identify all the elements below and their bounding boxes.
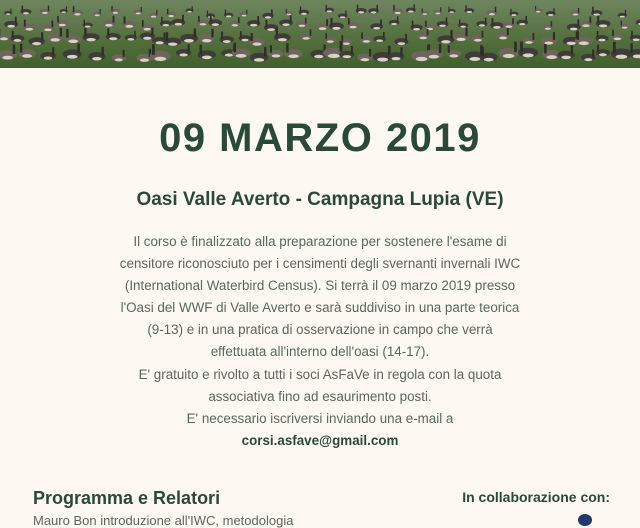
program-heading: Programma e Relatori <box>33 488 220 509</box>
goose-silhouette <box>296 18 308 27</box>
goose-silhouette <box>368 5 379 14</box>
goose-silhouette <box>636 16 640 25</box>
goose-silhouette <box>18 44 36 58</box>
program-first-line: Mauro Bon introduzione all'IWC, metodologia <box>33 513 293 528</box>
goose-silhouette <box>185 6 193 13</box>
goose-silhouette <box>149 10 159 18</box>
goose-silhouette <box>197 16 209 26</box>
goose-silhouette <box>232 43 251 58</box>
goose-silhouette <box>20 6 31 15</box>
goose-silhouette <box>208 15 222 26</box>
goose-silhouette <box>83 28 100 42</box>
goose-silhouette <box>106 28 121 40</box>
goose-silhouette <box>476 18 487 27</box>
description-line: E' gratuito e rivolto a tutti i soci AsFaVe in regola con la quota <box>70 364 570 386</box>
goose-silhouette <box>224 10 234 18</box>
goose-silhouette <box>324 33 336 43</box>
goose-silhouette <box>516 16 528 25</box>
goose-silhouette <box>522 33 536 44</box>
goose-silhouette <box>581 49 596 61</box>
goose-silhouette <box>620 21 630 29</box>
goose-silhouette <box>41 20 54 31</box>
goose-silhouette <box>274 28 291 41</box>
goose-silhouette <box>4 8 12 15</box>
goose-silhouette <box>40 47 56 60</box>
goose-silhouette <box>471 31 485 42</box>
contact-email: corsi.asfave@gmail.com <box>70 430 570 452</box>
goose-silhouette <box>150 44 171 61</box>
goose-silhouette <box>392 5 403 14</box>
goose-silhouette <box>534 6 542 13</box>
goose-silhouette <box>247 16 260 27</box>
goose-silhouette <box>249 33 265 46</box>
goose-silhouette <box>220 32 234 44</box>
goose-silhouette <box>541 32 557 45</box>
goose-silhouette <box>60 7 68 14</box>
goose-silhouette <box>406 5 416 13</box>
description-line: (9-13) e in una pratica di osservazione in campo che verrà <box>70 319 570 341</box>
goose-silhouette <box>338 11 348 19</box>
goose-silhouette <box>373 46 393 62</box>
description-line: Il corso è finalizzato alla preparazione per sostenere l'esame di <box>70 231 570 253</box>
event-location: Oasi Valle Averto - Campagna Lupia (VE) <box>0 189 640 211</box>
goose-silhouette <box>10 31 24 42</box>
partner-logo <box>578 514 592 526</box>
course-description <box>70 231 570 452</box>
goose-silhouette <box>122 16 136 27</box>
goose-silhouette <box>284 43 303 58</box>
description-line: l'Oasi del WWF di Valle Averto e sarà suddiviso in una parte teorica <box>70 297 570 319</box>
goose-silhouette <box>229 17 241 27</box>
goose-silhouette <box>370 19 383 29</box>
goose-silhouette <box>160 17 172 27</box>
goose-silhouette <box>134 7 143 14</box>
goose-silhouette <box>88 47 105 61</box>
goose-silhouette <box>28 32 44 45</box>
goose-silhouette <box>591 7 603 16</box>
goose-silhouette <box>268 45 283 57</box>
goose-silhouette <box>490 18 503 29</box>
goose-silhouette <box>93 9 102 16</box>
goose-silhouette <box>437 18 449 28</box>
description-line: E' necessario iscriversi inviando una e-mail a <box>70 408 570 430</box>
goose-silhouette <box>40 6 51 15</box>
goose-silhouette <box>509 9 518 16</box>
goose-silhouette <box>424 21 436 31</box>
goose-silhouette <box>347 18 360 28</box>
goose-silhouette <box>389 17 400 26</box>
goose-silhouette <box>166 9 177 17</box>
goose-silhouette <box>630 31 640 41</box>
event-date: 09 MARZO 2019 <box>0 116 640 161</box>
goose-silhouette <box>611 42 632 59</box>
goose-silhouette <box>56 16 69 26</box>
goose-silhouette <box>180 28 198 42</box>
goose-silhouette <box>496 28 510 39</box>
goose-silhouette <box>325 5 334 13</box>
goose-silhouette <box>164 32 181 46</box>
goose-silhouette <box>329 18 344 30</box>
goose-silhouette <box>617 10 627 18</box>
goose-silhouette <box>542 44 561 59</box>
goose-silhouette <box>316 19 330 30</box>
goose-silhouette <box>557 45 574 59</box>
collaboration-heading: In collaborazione con: <box>462 489 610 505</box>
goose-silhouette <box>262 9 274 18</box>
goose-silhouette <box>356 5 367 14</box>
goose-silhouette <box>487 7 498 16</box>
goose-silhouette <box>250 47 268 62</box>
goose-silhouette <box>240 10 248 17</box>
goose-silhouette <box>498 42 518 58</box>
description-line: associativa fino ad esaurimento posti. <box>70 386 570 408</box>
geese-flock-illustration <box>0 0 640 68</box>
goose-silhouette <box>453 28 469 41</box>
goose-silhouette <box>503 18 515 28</box>
goose-silhouette <box>410 21 422 31</box>
goose-silhouette <box>64 29 82 43</box>
description-line: censitore riconosciuto per i censimenti degli svernanti invernali IWC <box>70 253 570 275</box>
goose-silhouette <box>458 19 468 27</box>
description-line: (International Waterbird Census). Si terrà il 09 marzo 2019 presso <box>70 275 570 297</box>
goose-silhouette <box>112 50 126 62</box>
goose-silhouette <box>595 31 608 42</box>
goose-silhouette <box>285 9 293 15</box>
goose-silhouette <box>0 44 17 59</box>
goose-silhouette <box>433 7 442 14</box>
goose-silhouette <box>72 6 84 15</box>
goose-silhouette <box>279 15 293 26</box>
goose-silhouette <box>394 34 408 45</box>
goose-silhouette <box>611 30 624 41</box>
goose-silhouette <box>360 32 373 42</box>
goose-silhouette <box>464 5 474 13</box>
goose-silhouette <box>239 31 252 41</box>
goose-silhouette <box>63 43 82 58</box>
goose-silhouette <box>198 29 215 43</box>
description-line: effettuata all'interno dell'oasi (14-17). <box>70 341 570 363</box>
goose-silhouette <box>546 8 556 16</box>
goose-silhouette <box>575 31 593 46</box>
goose-silhouette <box>300 29 313 40</box>
goose-silhouette <box>357 49 373 62</box>
goose-silhouette <box>567 19 581 30</box>
goose-silhouette <box>480 47 498 62</box>
goose-silhouette <box>102 16 116 27</box>
goose-silhouette <box>448 7 456 13</box>
goose-silhouette <box>542 21 553 30</box>
goose-silhouette <box>579 17 592 28</box>
goose-silhouette <box>22 20 36 31</box>
goose-silhouette <box>421 8 429 15</box>
goose-silhouette <box>198 45 216 60</box>
goose-silhouette <box>176 44 191 56</box>
goose-silhouette <box>299 6 310 15</box>
goose-silhouette <box>373 32 385 42</box>
goose-silhouette <box>596 16 611 28</box>
goose-silhouette <box>437 30 454 44</box>
goose-silhouette <box>125 31 137 41</box>
goose-silhouette <box>596 45 611 57</box>
goose-silhouette <box>0 29 11 40</box>
goose-silhouette <box>4 17 18 28</box>
goose-silhouette <box>571 8 581 16</box>
goose-silhouette <box>446 45 462 58</box>
geese-banner-photo <box>0 0 640 68</box>
goose-silhouette <box>83 19 93 27</box>
goose-silhouette <box>110 6 120 14</box>
